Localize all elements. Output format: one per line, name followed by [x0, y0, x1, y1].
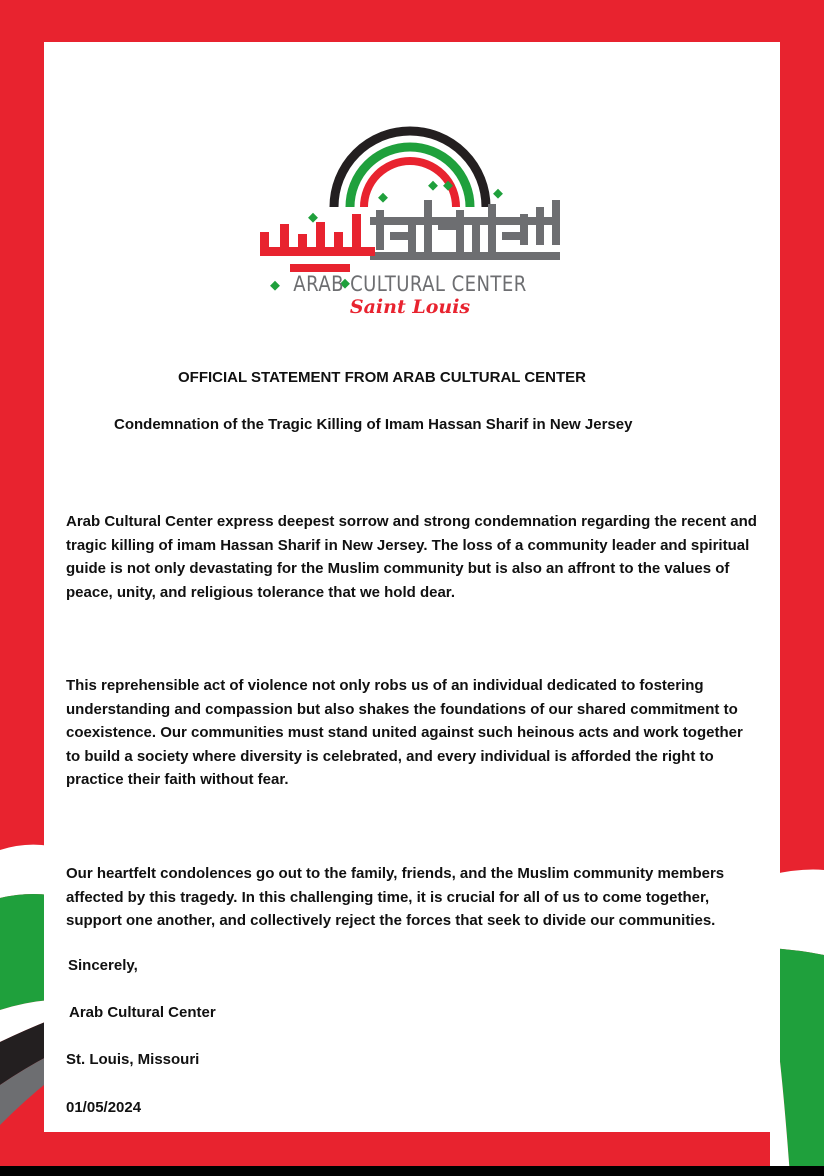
statement-date: 01/05/2024 [66, 1099, 142, 1116]
statement-paragraph-2: This reprehensible act of violence not only robs us of an individual dedicated to fostering understanding and compassion but also shakes the foundations of our shared commitment to coexistence. Our communities must stand united against such heinous acts and work together to build a society where diversity is celebrated, and every individual is afforded the right to practice their faith without fear. [66, 677, 743, 788]
statement-paragraph-3: Our heartfelt condolences go out to the family, friends, and the Muslim community members affected by this tragedy. In this challenging time, it is crucial for all of us to come together, support one another, and collectively reject the forces that seek to divide our communities. [66, 865, 725, 929]
logo-english-name: ARAB CULTURAL CENTER [293, 272, 527, 296]
signature-location: St. Louis, Missouri [66, 1051, 200, 1068]
closing-text: Sincerely, [68, 957, 138, 974]
statement-subheading: Condemnation of the Tragic Killing of Imam Hassan Sharif in New Jersey [114, 416, 633, 433]
statement-sheet [44, 42, 780, 1132]
bottom-dark-strip [0, 1166, 824, 1176]
statement-paragraph-1: Arab Cultural Center express deepest sorrow and strong condemnation regarding the recent and tragic killing of imam Hassan Sharif in New Jersey. The loss of a community leader and spiritual guide is not only devastating for the Muslim community but is also an affront to the values of peace, unity, and religious tolerance that we hold dear. [66, 513, 757, 601]
signature-organization: Arab Cultural Center [69, 1004, 216, 1021]
logo-city-name: Saint Louis [349, 296, 471, 318]
arab-cultural-center-logo [250, 82, 570, 322]
statement-heading: OFFICIAL STATEMENT FROM ARAB CULTURAL CENTER [177, 369, 587, 386]
